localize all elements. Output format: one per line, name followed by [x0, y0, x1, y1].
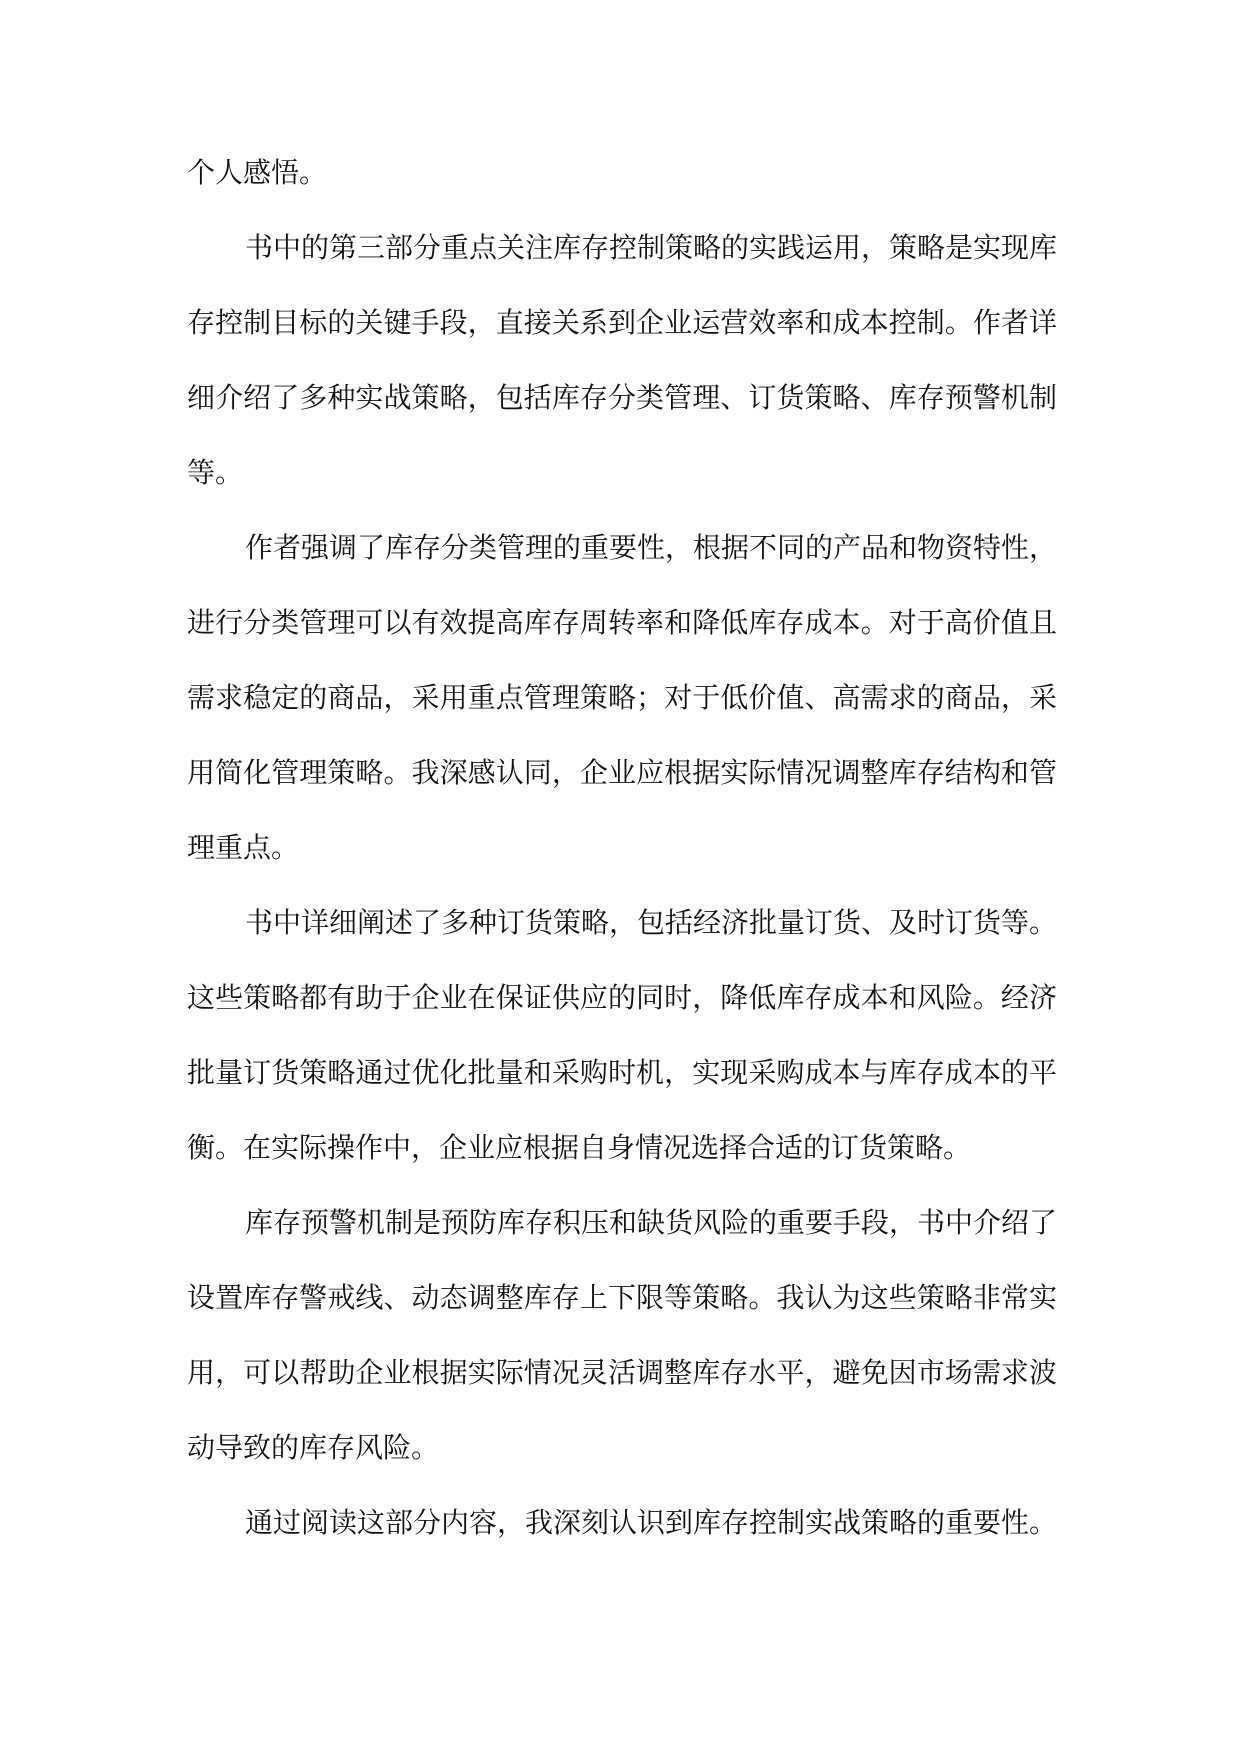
paragraph-ordering-strategies: 书中详细阐述了多种订货策略，包括经济批量订货、及时订货等。这些策略都有助于企业在保证供应的同时，降低库存成本和风险。经济批量订货策略通过优化批量和采购时机，实现采购成本与库存成本的平衡。在实际操作中，企业应根据自身情况选择合适的订货策略。: [187, 906, 1058, 1164]
paragraph-part-three-intro: 书中的第三部分重点关注库存控制策略的实践运用，策略是实现库存控制目标的关键手段，直接关系到企业运营效率和成本控制。作者详细介绍了多种实战策略，包括库存分类管理、订货策略、库存预警机制等。: [187, 231, 1058, 489]
document-body: [187, 135, 1057, 1560]
paragraph-continuation: 个人感悟。: [187, 156, 328, 189]
paragraph-conclusion: 通过阅读这部分内容，我深刻认识到库存控制实战策略的重要性。: [245, 1506, 1058, 1539]
paragraph-classification-management: 作者强调了库存分类管理的重要性，根据不同的产品和物资特性，进行分类管理可以有效提高库存周转率和降低库存成本。对于高价值且需求稳定的商品，采用重点管理策略；对于低价值、高需求的商品，采用简化管理策略。我深感认同，企业应根据实际情况调整库存结构和管理重点。: [187, 531, 1058, 864]
paragraph-early-warning: 库存预警机制是预防库存积压和缺货风险的重要手段，书中介绍了设置库存警戒线、动态调整库存上下限等策略。我认为这些策略非常实用，可以帮助企业根据实际情况灵活调整库存水平，避免因市场需求波动导致的库存风险。: [187, 1206, 1058, 1464]
